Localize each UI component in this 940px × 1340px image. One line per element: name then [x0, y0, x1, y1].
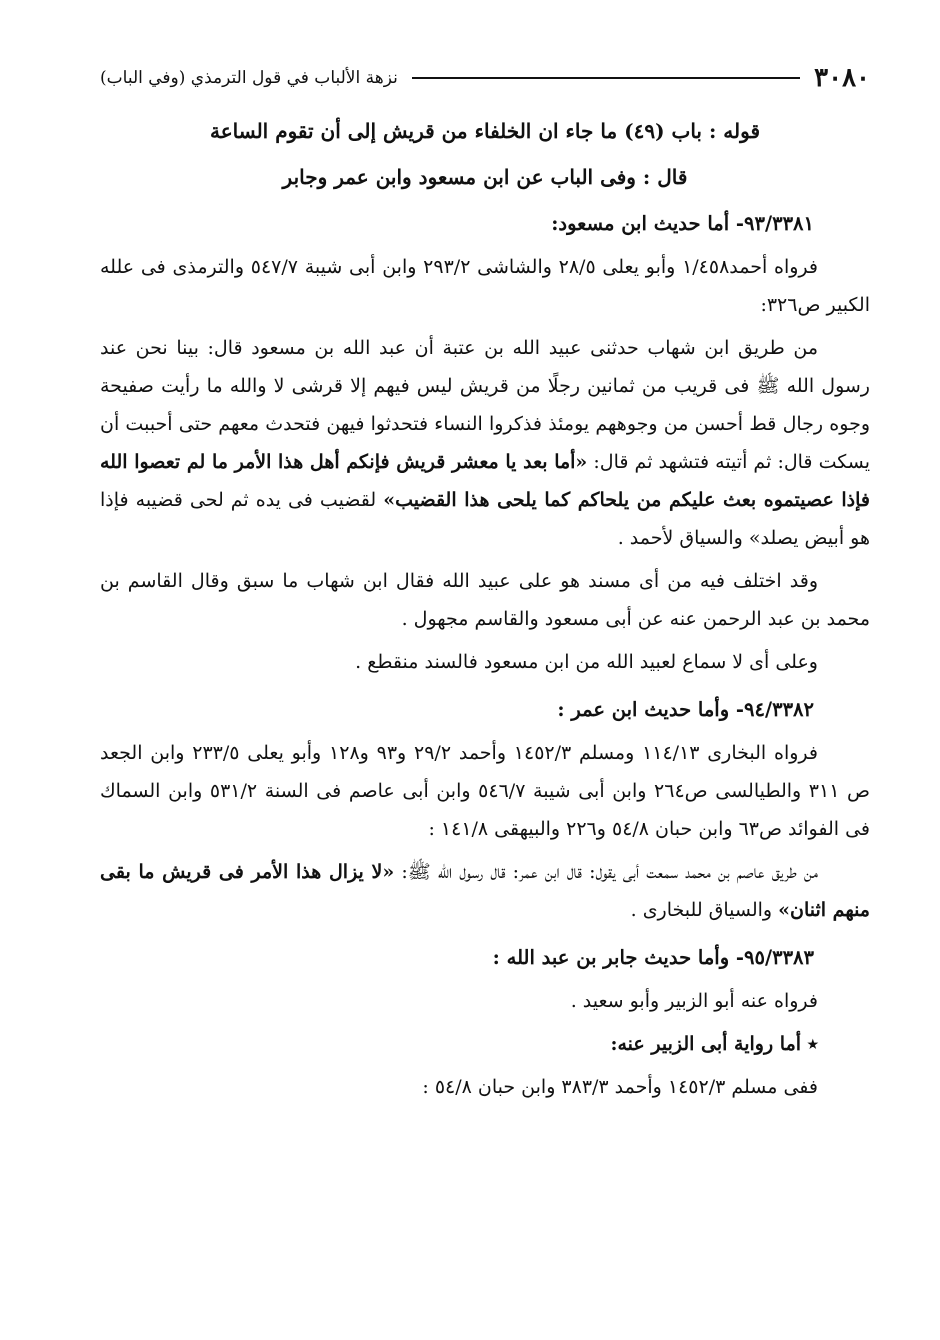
narration-end-94: والسياق للبخارى .	[630, 899, 779, 921]
hadith-text-93: «أما بعد يا معشر قريش فإنكم أهل هذا الأمر ما لم تعصوا الله فإذا عصيتموه بعث عليكم من يلحاكم كما يلحى هذا القضيب»	[100, 451, 870, 511]
running-title: نزهة الألباب في قول الترمذي (وفي الباب)	[100, 68, 398, 88]
note-paragraph-93-a: وقد اختلف فيه من أى مسند هو على عبيد الله فقال ابن شهاب ما سبق وقال القاسم بن محمد بن عبد الرحمن عنه عن أبى مسعود والقاسم مجهول .	[100, 570, 870, 630]
header-rule	[412, 77, 800, 79]
note-paragraph-93-b: وعلى أى لا سماع لعبيد الله من ابن مسعود فالسند منقطع .	[355, 651, 818, 673]
section-heading-95: ٩٥/٣٣٨٣- وأما حديث جابر بن عبد الله :	[492, 946, 814, 969]
narration-paragraph-93	[100, 329, 870, 557]
narration-end-93: لقضيب فى يده ثم لحى قضيبه فإذا هو أبيض يصلد» والسياق لأحمد .	[100, 489, 870, 549]
page-body	[100, 108, 870, 1111]
section-heading-94: ٩٤/٣٣٨٢- وأما حديث ابن عمر :	[557, 698, 814, 721]
sources-paragraph-93: فرواه أحمد١/٤٥٨ وأبو يعلى ٢٨/٥ والشاشى ٢٩٣/٢ وابن أبى شيبة ٥٤٧/٧ والترمذى فى علله الكبير ص٣٢٦:	[100, 256, 870, 316]
narration-intro-93: من طريق ابن شهاب حدثنى عبيد الله بن عتبة أن عبد الله بن مسعود قال: بينا نحن عند رسول الله ﷺ فى قريب من ثمانين رجلًا من قريش ليس فيهم إلا قرشى لا والله ما رأيت صفيحة وجوه رجال قط أحسن من وجوههم يومئذ فذكروا النساء فتحدثوا فيهن فتحدث معهم حتى أحببت أن يسكت قال: ثم أتيته فتشهد ثم قال:	[100, 337, 870, 473]
hadith-text-94: «لا يزال هذا الأمر فى قريش ما بقى منهم اثنان»	[100, 861, 870, 921]
chapter-title: قوله : باب (٤٩) ما جاء ان الخلفاء من قريش إلى أن تقوم الساعة	[209, 119, 761, 143]
sources-paragraph-95: فرواه عنه أبو الزبير وأبو سعيد .	[570, 990, 818, 1012]
narration-intro-94: من طريق عاصم بن محمد سمعت أبى يقول: قال ابن عمر: قال رسول الله ﷺ:	[394, 861, 818, 883]
page-number: ٣٠٨٠	[814, 63, 870, 93]
subheading-abu-zubayr: ٭ أما رواية أبى الزبير عنه:	[610, 1033, 818, 1055]
page-header	[100, 58, 870, 98]
sources-paragraph-abu-zubayr: ففى مسلم ١٤٥٢/٣ وأحمد ٣٨٣/٣ وابن حبان ٥٤/٨ :	[422, 1076, 818, 1098]
sources-paragraph-94: فرواه البخارى ١١٤/١٣ ومسلم ١٤٥٢/٣ وأحمد ٢٩/٢ و٩٣ و١٢٨ وأبو يعلى ٢٣٣/٥ وابن الجعد ص ٣١١ والطيالسى ص٢٦٤ وابن أبى شيبة ٥٤٦/٧ وابن أبى عاصم فى السنة ٥٣١/٢ وابن السماك فى الفوائد ص٦٣ وابن حبان ٥٤/٨ و٢٢٦ والبيهقى ١٤١/٨ :	[100, 742, 871, 840]
chapter-subtitle: قال : وفى الباب عن ابن مسعود وابن عمر وجابر	[282, 165, 688, 189]
section-heading-93: ٩٣/٣٣٨١- أما حديث ابن مسعود:	[551, 212, 814, 235]
narration-paragraph-94	[100, 853, 870, 929]
